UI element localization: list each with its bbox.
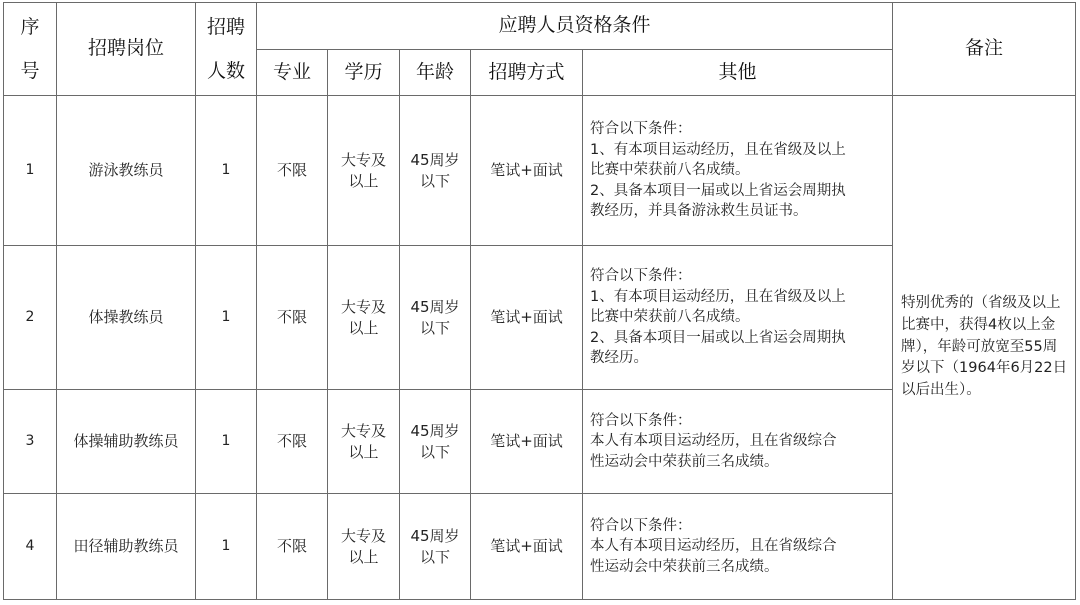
row-age	[400, 96, 471, 246]
header-seq-label: 序号	[20, 16, 40, 82]
row-seq: 4	[4, 494, 57, 600]
header-position: 招聘岗位	[57, 3, 196, 96]
row-count: 1	[196, 246, 257, 390]
row-age	[400, 390, 471, 494]
row-position: 田径辅助教练员	[57, 494, 196, 600]
row-age	[400, 494, 471, 600]
remarks-cell	[893, 96, 1076, 600]
row-other-text: 符合以下条件： 本人有本项目运动经历，且在省级综合 性运动会中荣获前三名成绩。	[590, 412, 837, 470]
header-count	[196, 3, 257, 96]
header-qualifications: 应聘人员资格条件	[257, 3, 893, 50]
row-seq: 3	[4, 390, 57, 494]
row-education-text: 大专及以上	[340, 527, 386, 566]
row-other	[583, 494, 893, 600]
header-seq	[4, 3, 57, 96]
row-seq: 1	[4, 96, 57, 246]
row-major: 不限	[257, 390, 328, 494]
header-method: 招聘方式	[471, 50, 583, 96]
row-count: 1	[196, 494, 257, 600]
header-major: 专业	[257, 50, 328, 96]
row-major: 不限	[257, 246, 328, 390]
row-method: 笔试+面试	[471, 390, 583, 494]
row-age-text: 45周岁以下	[410, 298, 460, 337]
header-note: 备注	[893, 3, 1076, 96]
row-other	[583, 390, 893, 494]
row-education-text: 大专及以上	[340, 298, 386, 337]
header-age: 年龄	[400, 50, 471, 96]
header-other: 其他	[583, 50, 893, 96]
row-age-text: 45周岁以下	[410, 527, 460, 566]
row-education	[328, 246, 400, 390]
row-method: 笔试+面试	[471, 494, 583, 600]
row-other-text: 符合以下条件： 1、有本项目运动经历，且在省级及以上 比赛中荣获前八名成绩。 2、具备本项目一届或以上省运会周期执 教经历，并具备游泳救生员证书。	[590, 121, 846, 220]
row-position: 体操辅助教练员	[57, 390, 196, 494]
row-major: 不限	[257, 494, 328, 600]
row-method: 笔试+面试	[471, 96, 583, 246]
row-seq: 2	[4, 246, 57, 390]
row-education	[328, 96, 400, 246]
remarks-text: 特别优秀的（省级及以上比赛中，获得4枚以上金牌），年龄可放宽至55周岁以下（1964年6月22日以后出生）。	[901, 295, 1068, 399]
table-row	[4, 96, 1076, 246]
row-age	[400, 246, 471, 390]
row-major: 不限	[257, 96, 328, 246]
row-count: 1	[196, 390, 257, 494]
row-age-text: 45周岁以下	[410, 151, 460, 190]
row-education	[328, 390, 400, 494]
row-education-text: 大专及以上	[340, 151, 386, 190]
row-method: 笔试+面试	[471, 246, 583, 390]
row-other-text: 符合以下条件： 本人有本项目运动经历，且在省级综合 性运动会中荣获前三名成绩。	[590, 517, 837, 575]
row-position: 游泳教练员	[57, 96, 196, 246]
recruitment-table	[3, 2, 1076, 600]
row-position: 体操教练员	[57, 246, 196, 390]
row-other	[583, 246, 893, 390]
row-age-text: 45周岁以下	[410, 422, 460, 461]
row-other-text: 符合以下条件： 1、有本项目运动经历，且在省级及以上 比赛中荣获前八名成绩。 2、具备本项目一届或以上省运会周期执 教经历。	[590, 268, 846, 367]
header-education: 学历	[328, 50, 400, 96]
row-education-text: 大专及以上	[340, 422, 386, 461]
row-count: 1	[196, 96, 257, 246]
header-count-label: 招聘人数	[206, 16, 245, 82]
row-other	[583, 96, 893, 246]
row-education	[328, 494, 400, 600]
